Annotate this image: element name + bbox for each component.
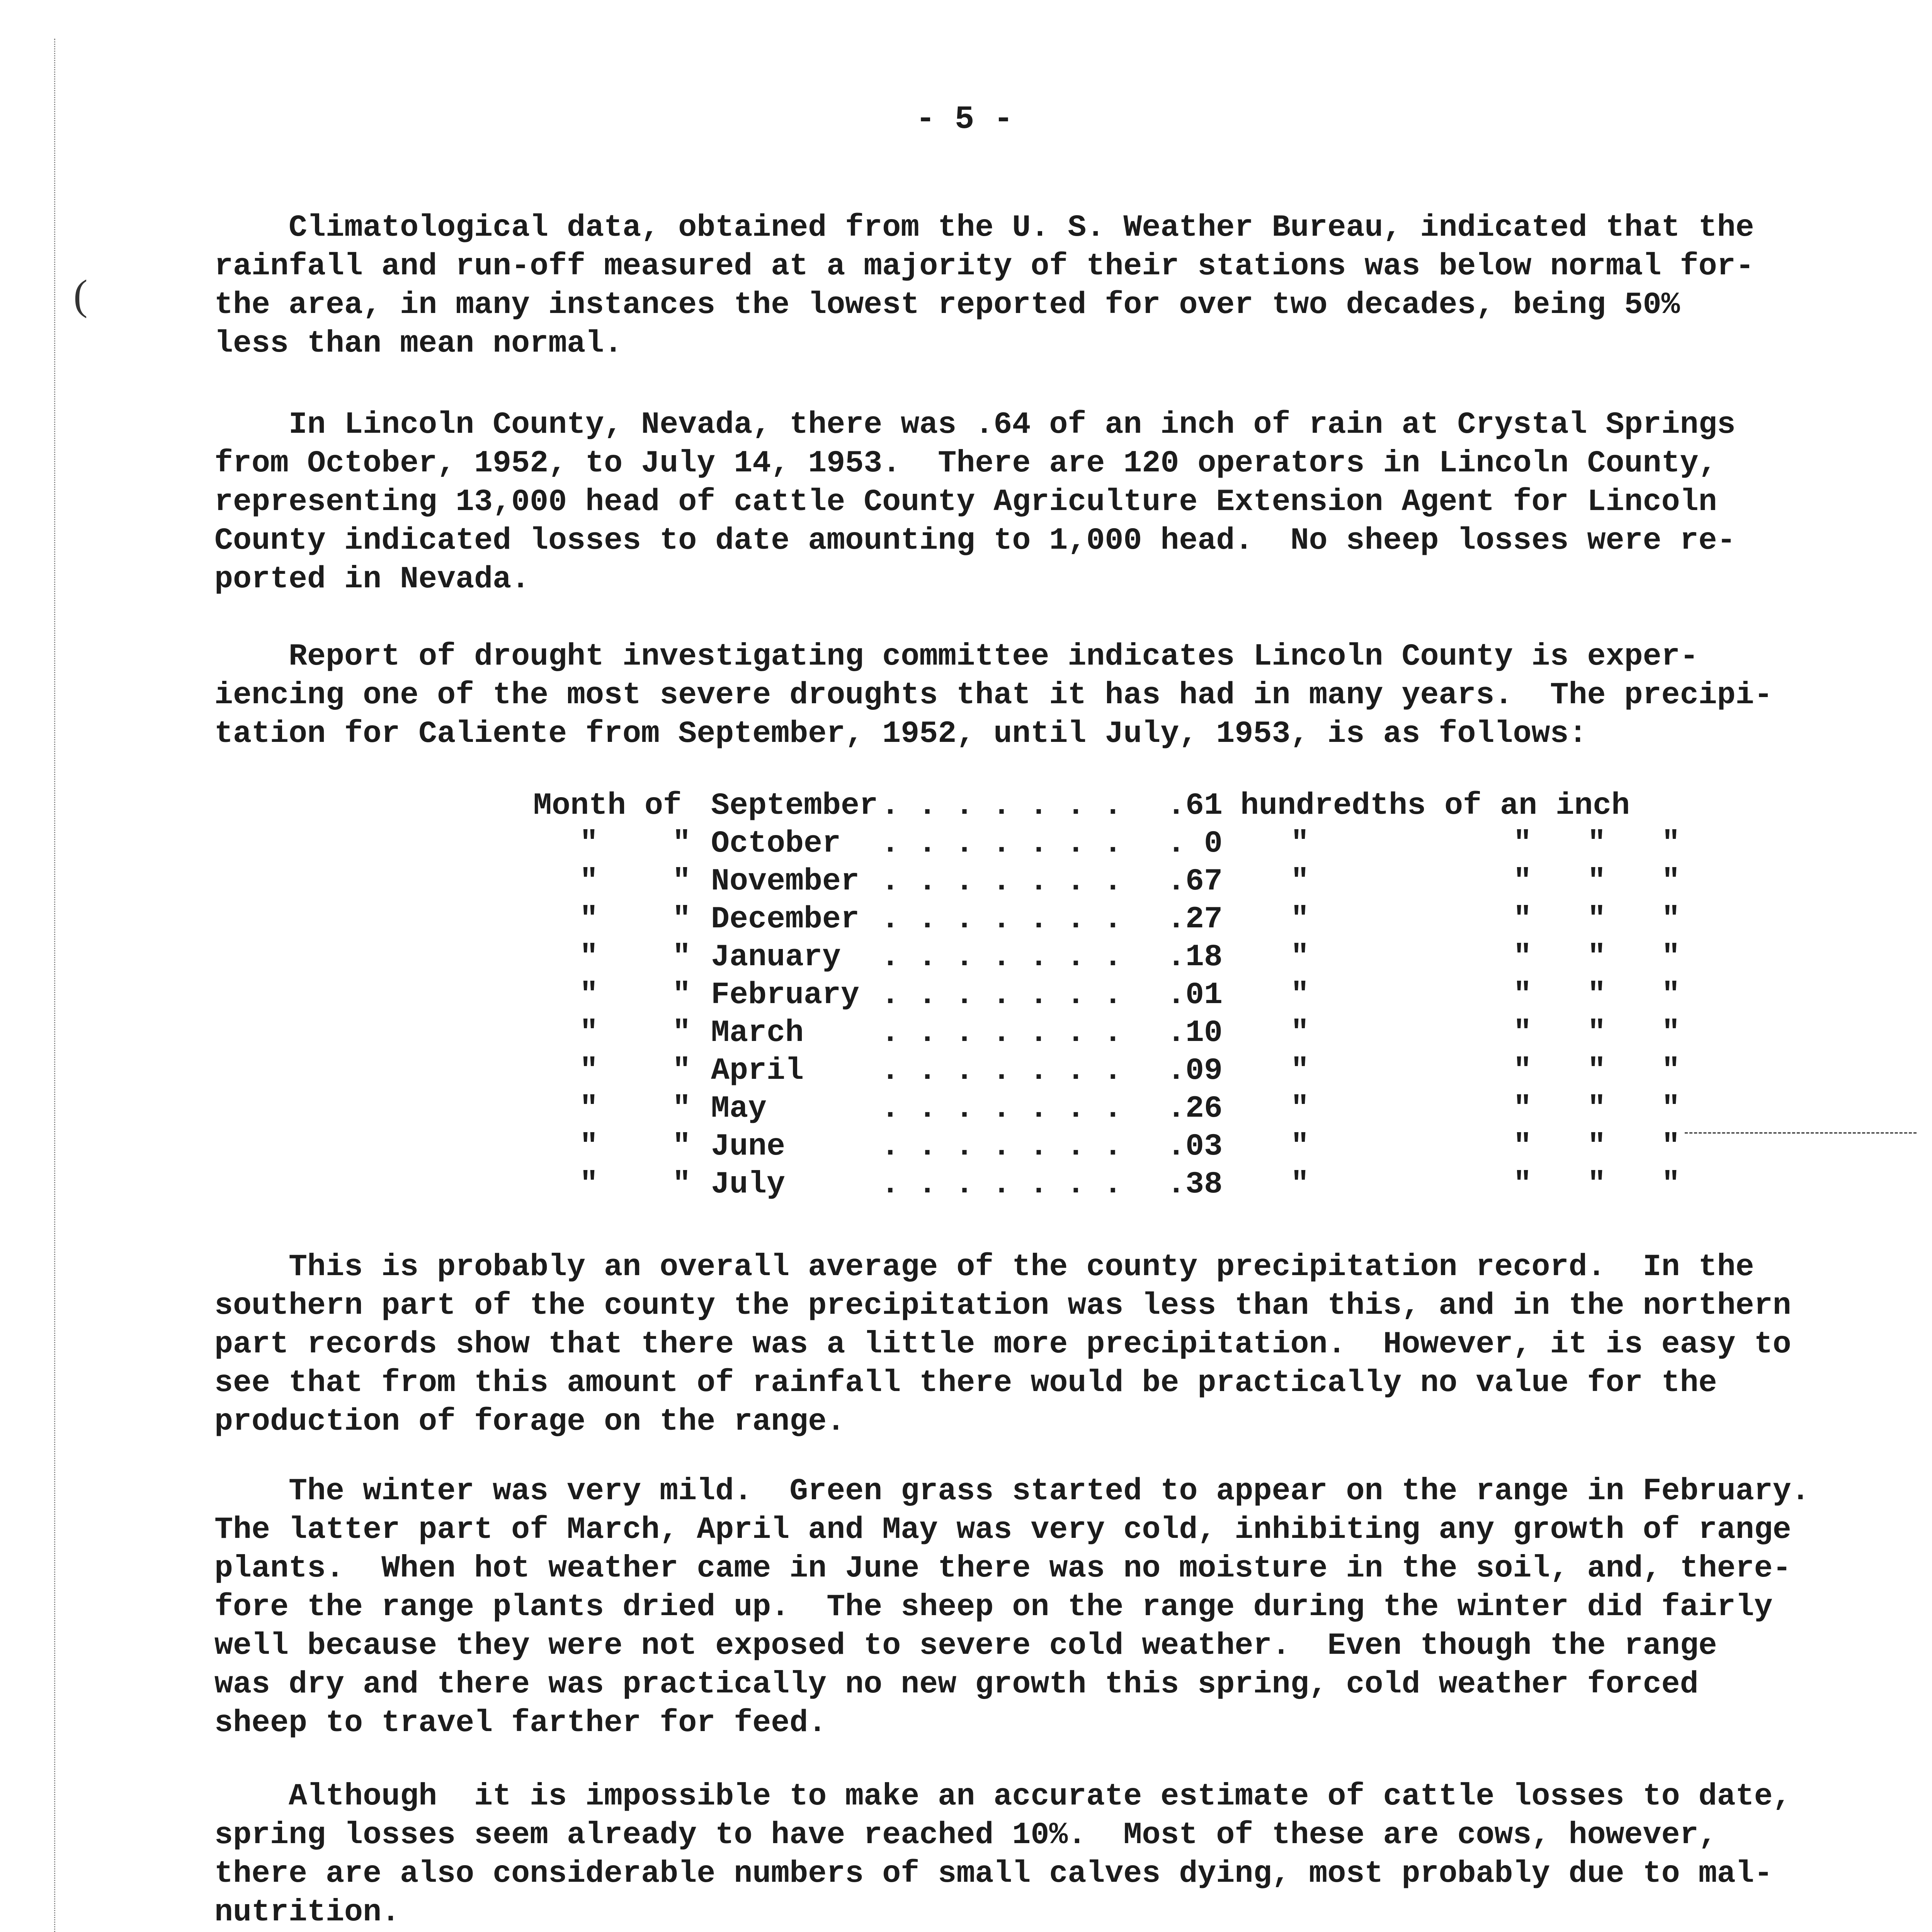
row-month: September [711, 788, 878, 823]
row-prefix: Month of [533, 788, 682, 823]
row-unit-ditto: " " " " [1291, 1167, 1680, 1202]
row-leader: . . . . . . . [881, 826, 1122, 861]
row-month: July [711, 1167, 786, 1202]
row-month: April [711, 1053, 804, 1088]
table-row [533, 940, 1680, 978]
row-unit-ditto: " " " " [1291, 1015, 1680, 1051]
row-unit-ditto: " " " " [1291, 940, 1680, 975]
left-margin-line [54, 39, 55, 1932]
row-value: .10 [1167, 1015, 1223, 1051]
paragraph-average-record: This is probably an overall average of the county precipitation record. In the southern part of the county the precipitation was less than this, and in the northern part records show that there was a little more precipitation. However, it is easy to see that from this amount of rainfall there would be practically no value for the production of forage on the range. [214, 1250, 1791, 1439]
row-unit-ditto: " " " " [1291, 826, 1680, 861]
row-unit-ditto: " " " " [1291, 1129, 1680, 1164]
row-month: January [711, 940, 841, 975]
row-leader: . . . . . . . [881, 1015, 1122, 1051]
row-ditto: " " [580, 940, 691, 975]
table-row [533, 864, 1680, 902]
table-row [533, 978, 1680, 1015]
row-leader: . . . . . . . [881, 902, 1122, 937]
page-number: - 5 - [916, 101, 1014, 138]
table-row [533, 1129, 1680, 1167]
row-leader: . . . . . . . [881, 978, 1122, 1013]
row-value: .67 [1167, 864, 1223, 899]
row-value: . 0 [1167, 826, 1223, 861]
row-ditto: " " [580, 1015, 691, 1051]
row-ditto: " " [580, 1053, 691, 1088]
row-unit-ditto: " " " " [1291, 1053, 1680, 1088]
table-row [533, 788, 1630, 826]
row-value: .03 [1167, 1129, 1223, 1164]
table-row [533, 902, 1680, 940]
row-leader: . . . . . . . [881, 788, 1122, 823]
table-row [533, 826, 1680, 864]
row-ditto: " " [580, 826, 691, 861]
table-row [533, 1091, 1680, 1129]
row-leader: . . . . . . . [881, 1167, 1122, 1202]
row-value: .26 [1167, 1091, 1223, 1126]
row-leader: . . . . . . . [881, 940, 1122, 975]
row-ditto: " " [580, 1129, 691, 1164]
paragraph-climatological: Climatological data, obtained from the U. S. Weather Bureau, indicated that the rainfall and run-off measured at a majority of their stations was below normal for- the area, in many instances the lowest reported for over two decades, being 50% less than mean normal. [214, 210, 1754, 361]
row-ditto: " " [580, 1167, 691, 1202]
row-value: .09 [1167, 1053, 1223, 1088]
row-value: .27 [1167, 902, 1223, 937]
table-row [533, 1167, 1680, 1205]
row-leader: . . . . . . . [881, 1053, 1122, 1088]
row-value: .61 [1167, 788, 1223, 823]
row-value: .01 [1167, 978, 1223, 1013]
margin-dash-mark [1685, 1132, 1917, 1134]
margin-paren-mark: ( [73, 271, 88, 318]
row-ditto: " " [580, 864, 691, 899]
row-month: March [711, 1015, 804, 1051]
row-unit-ditto: " " " " [1291, 864, 1680, 899]
paragraph-lincoln-county: In Lincoln County, Nevada, there was .64 of an inch of rain at Crystal Springs from October, 1952, to July 14, 1953. There are 120 operators in Lincoln County, representing 13,000 head of cattle County Agriculture Extension Agent for Lincoln County indicated losses to date amounting to 1,000 head. No sheep losses were re- ported in Nevada. [214, 407, 1736, 597]
row-unit-ditto: " " " " [1291, 1091, 1680, 1126]
table-row [533, 1053, 1680, 1091]
row-leader: . . . . . . . [881, 1091, 1122, 1126]
paragraph-cattle-losses: Although it is impossible to make an accurate estimate of cattle losses to date, spring losses seem already to have reached 10%. Most of these are cows, however, there are also considerable numbers of small calves dying, most probably due to mal- nutrition. [214, 1779, 1791, 1930]
row-unit-ditto: " " " " [1291, 978, 1680, 1013]
row-month: December [711, 902, 860, 937]
table-row [533, 1015, 1680, 1053]
row-ditto: " " [580, 1091, 691, 1126]
row-month: October [711, 826, 841, 861]
row-value: .18 [1167, 940, 1223, 975]
row-month: November [711, 864, 860, 899]
row-unit-ditto: " " " " [1291, 902, 1680, 937]
paragraph-winter-mild: The winter was very mild. Green grass started to appear on the range in February. The latter part of March, April and May was very cold, inhibiting any growth of range plants. When hot weather came in June there was no moisture in the soil, and, there- fore the range plants dried up. The sheep on the range during the winter did fairly well because they were not exposed to severe cold weather. Even though the range was dry and there was practically no new growth this spring, cold weather forced sheep to travel farther for feed. [214, 1474, 1810, 1741]
row-month: June [711, 1129, 786, 1164]
row-ditto: " " [580, 978, 691, 1013]
row-leader: . . . . . . . [881, 1129, 1122, 1164]
row-leader: . . . . . . . [881, 864, 1122, 899]
row-month: May [711, 1091, 767, 1126]
row-value: .38 [1167, 1167, 1223, 1202]
paragraph-drought-committee: Report of drought investigating committee indicates Lincoln County is exper- iencing one of the most severe droughts that it has had in many years. The precipi- tation for Caliente from September, 1952, until July, 1953, is as follows: [214, 639, 1773, 752]
row-month: February [711, 978, 860, 1013]
row-ditto: " " [580, 902, 691, 937]
row-unit: hundredths of an inch [1240, 788, 1630, 823]
